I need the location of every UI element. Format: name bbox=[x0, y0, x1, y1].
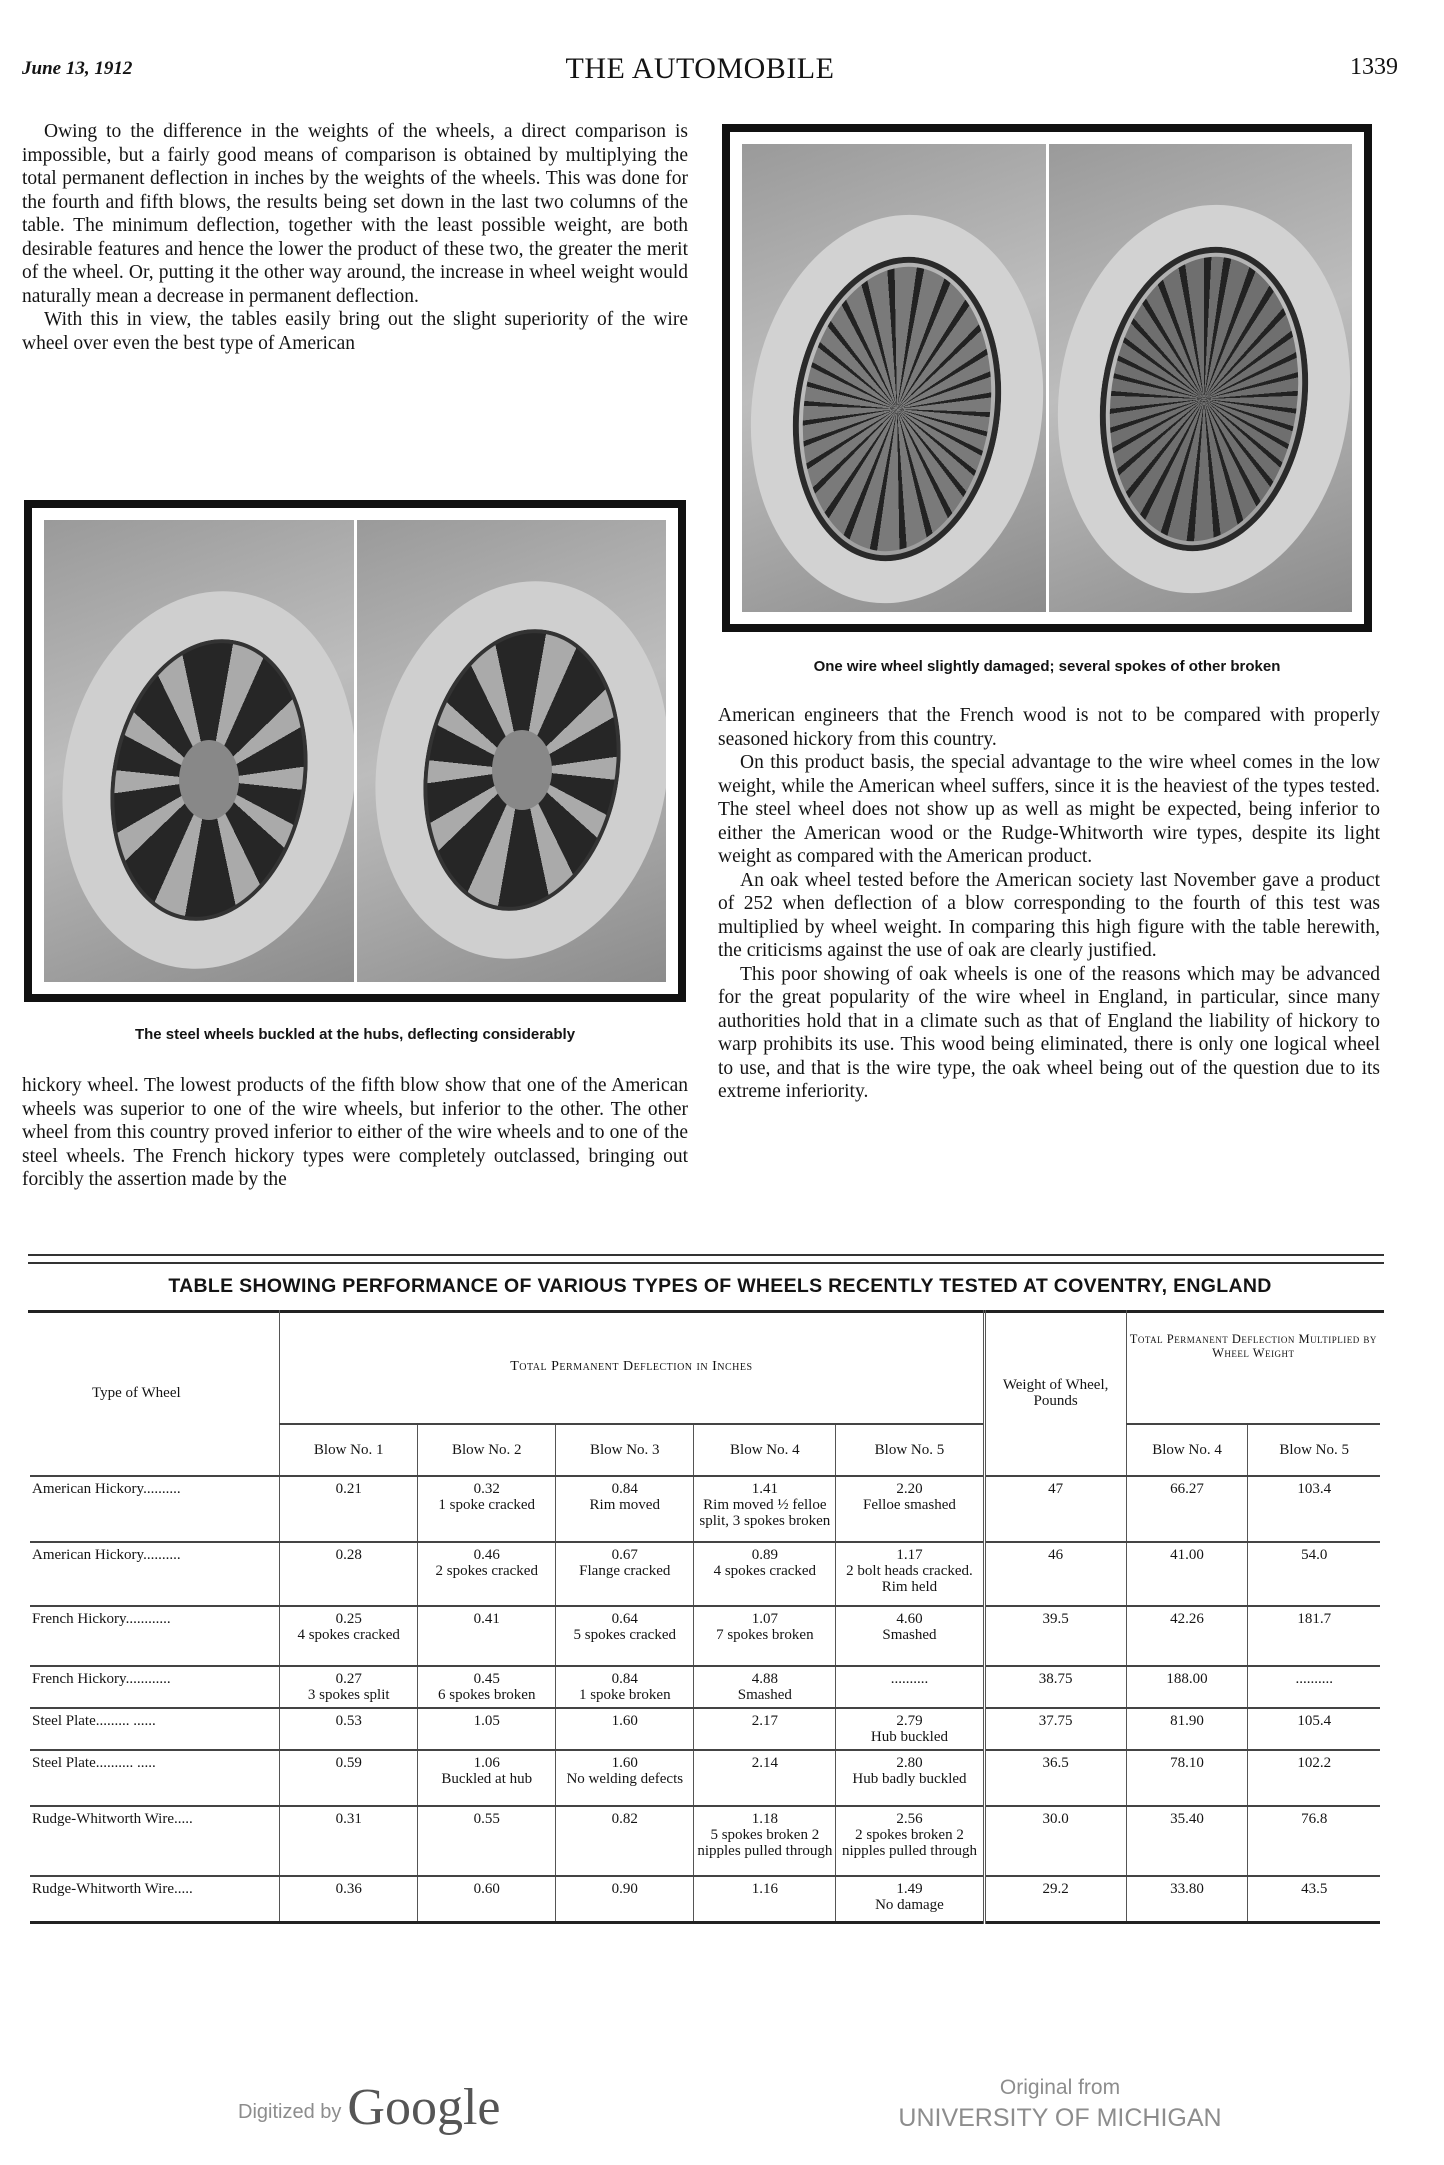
deflection-value: 0.25 bbox=[335, 1611, 362, 1627]
deflection-value: 1.18 bbox=[751, 1811, 778, 1827]
product-blow-5-cell: 54.0 bbox=[1248, 1542, 1380, 1606]
blow-2-cell bbox=[418, 1708, 556, 1750]
blow-3-cell bbox=[556, 1806, 694, 1876]
google-logo: Google bbox=[347, 2079, 501, 2136]
damage-note: Hub buckled bbox=[870, 1729, 948, 1745]
deflection-value: 0.89 bbox=[751, 1547, 778, 1563]
deflection-value: 4.88 bbox=[751, 1671, 778, 1687]
blow-2-cell bbox=[418, 1666, 556, 1708]
weight-cell: 39.5 bbox=[984, 1606, 1126, 1666]
paragraph: On this product basis, the special advantage to the wire wheel comes in the low weight, while the American wheel suffers, since it is the heaviest of the types tested. The steel wheel does not show up as well as might be expected, being inferior to either the American wood or the Rudge-Whitworth wire types, despite its light weight as compared with the American product. bbox=[718, 752, 1380, 867]
deflection-value: 2.17 bbox=[751, 1713, 778, 1729]
deflection-value: 4.60 bbox=[896, 1611, 923, 1627]
damage-note: 4 spokes cracked bbox=[713, 1563, 817, 1579]
wheel-type-label: American Hickory.......... bbox=[32, 1481, 181, 1497]
steel-wheel-image-right bbox=[357, 520, 667, 982]
blow-2-cell bbox=[418, 1606, 556, 1666]
blow-3-cell bbox=[556, 1476, 694, 1542]
col-header-type: Type of Wheel bbox=[92, 1384, 181, 1401]
damage-note: 5 spokes cracked bbox=[573, 1627, 676, 1643]
deflection-value: 0.67 bbox=[611, 1547, 638, 1563]
damage-note: Smashed bbox=[882, 1627, 937, 1643]
product-blow-5-cell: 181.7 bbox=[1248, 1606, 1380, 1666]
table-row bbox=[30, 1806, 1380, 1876]
col-header-blow-1: Blow No. 1 bbox=[280, 1424, 418, 1476]
deflection-value: 0.60 bbox=[473, 1881, 500, 1897]
deflection-value: 0.31 bbox=[335, 1811, 362, 1827]
table-row bbox=[30, 1750, 1380, 1806]
col-header-blow-2: Blow No. 2 bbox=[418, 1424, 556, 1476]
wire-wheels-photo bbox=[722, 124, 1372, 632]
damage-note: 2 bolt heads cracked. Rim held bbox=[846, 1563, 973, 1595]
deflection-value: 0.82 bbox=[611, 1811, 638, 1827]
col-header-blow-5: Blow No. 5 bbox=[836, 1424, 984, 1476]
deflection-value: 0.46 bbox=[473, 1547, 500, 1563]
blow-2-cell bbox=[418, 1876, 556, 1922]
product-blow-4-cell: 41.00 bbox=[1126, 1542, 1248, 1606]
damage-note: Flange cracked bbox=[579, 1563, 671, 1579]
blow-4-cell bbox=[694, 1542, 836, 1606]
wheel-type-cell bbox=[30, 1476, 280, 1542]
product-blow-5-cell: 103.4 bbox=[1248, 1476, 1380, 1542]
blow-5-cell bbox=[836, 1606, 984, 1666]
product-blow-4-cell: 81.90 bbox=[1126, 1708, 1248, 1750]
col-header-weight: Weight of Wheel, Pounds bbox=[984, 1310, 1126, 1476]
damage-note: 1 spoke cracked bbox=[438, 1497, 536, 1513]
paragraph: Owing to the difference in the weights of the wheels, a direct comparison is impossible, but a fairly good means of comparison is obtained by multiplying the total permanent deflection in inches by the weights of the wheels. This was done for the fourth and fifth blows, the results being set down in the last two columns of the table. The minimum deflection, together with the least possible weight, are both desirable features and hence the lower the product of these two, the greater the merit of the wheel. Or, putting it the other way around, the increase in wheel weight would naturally mean a decrease in permanent deflection. bbox=[22, 121, 688, 307]
deflection-value: 0.84 bbox=[611, 1671, 638, 1687]
deflection-value: 1.41 bbox=[751, 1481, 778, 1497]
damage-note: No welding defects bbox=[566, 1771, 684, 1787]
deflection-value: 2.56 bbox=[896, 1811, 923, 1827]
blow-5-cell bbox=[836, 1476, 984, 1542]
blow-5-cell bbox=[836, 1876, 984, 1922]
blow-4-cell bbox=[694, 1606, 836, 1666]
deflection-value: 0.32 bbox=[473, 1481, 500, 1497]
wheel-type-label: Steel Plate......... ...... bbox=[32, 1713, 156, 1729]
blow-4-cell bbox=[694, 1750, 836, 1806]
blow-1-cell bbox=[280, 1750, 418, 1806]
publication-title: THE AUTOMOBILE bbox=[565, 52, 835, 85]
deflection-value: 0.27 bbox=[335, 1671, 362, 1687]
paragraph: With this in view, the tables easily bring out the slight superiority of the wire wheel over even the best type of American bbox=[22, 309, 688, 354]
institution-name: UNIVERSITY OF MICHIGAN bbox=[898, 2104, 1222, 2132]
product-blow-4-cell: 33.80 bbox=[1126, 1876, 1248, 1922]
original-source bbox=[880, 2076, 1240, 2133]
wheel-type-label: French Hickory............ bbox=[32, 1671, 171, 1687]
blow-2-cell bbox=[418, 1476, 556, 1542]
weight-cell: 30.0 bbox=[984, 1806, 1126, 1876]
blow-4-cell bbox=[694, 1666, 836, 1708]
weight-cell: 36.5 bbox=[984, 1750, 1126, 1806]
col-group-product: Total Permanent Deflection Multiplied by Wheel Weight bbox=[1126, 1310, 1380, 1424]
damage-note: Rim moved ½ felloe split, 3 spokes broken bbox=[699, 1497, 831, 1529]
weight-cell: 38.75 bbox=[984, 1666, 1126, 1708]
deflection-value: 2.79 bbox=[896, 1713, 923, 1729]
paragraph: An oak wheel tested before the American society last November gave a product of 252 when deflection of a blow corresponding to the fourth of this test was multiplied by wheel weight. In comparing this high figure with the table herewith, the criticisms against the use of oak are clearly justified. bbox=[718, 869, 1380, 961]
weight-cell: 29.2 bbox=[984, 1876, 1126, 1922]
table-title: TABLE SHOWING PERFORMANCE OF VARIOUS TYPES OF WHEELS RECENTLY TESTED AT COVENTRY, ENGLAND bbox=[168, 1275, 1272, 1297]
blow-5-cell bbox=[836, 1708, 984, 1750]
wheel-type-label: French Hickory............ bbox=[32, 1611, 171, 1627]
blow-3-cell bbox=[556, 1708, 694, 1750]
damage-note: 3 spokes split bbox=[307, 1687, 390, 1703]
steel-wheels-caption: The steel wheels buckled at the hubs, deflecting considerably bbox=[134, 1026, 576, 1043]
wheel-type-cell bbox=[30, 1876, 280, 1922]
table-row bbox=[30, 1708, 1380, 1750]
deflection-value: 0.21 bbox=[335, 1481, 362, 1497]
product-blow-5-cell: 102.2 bbox=[1248, 1750, 1380, 1806]
damage-note: Felloe smashed bbox=[863, 1497, 956, 1513]
damage-note: Buckled at hub bbox=[441, 1771, 533, 1787]
table-row bbox=[30, 1476, 1380, 1542]
damage-note: Hub badly buckled bbox=[852, 1771, 967, 1787]
paragraph: American engineers that the French wood is not to be compared with properly seasoned hickory from this country. bbox=[718, 705, 1380, 750]
blow-1-cell bbox=[280, 1606, 418, 1666]
deflection-value: 0.53 bbox=[335, 1713, 362, 1729]
left-column-bottom-text bbox=[22, 1074, 688, 1192]
wheel-type-label: Steel Plate.......... ..... bbox=[32, 1755, 156, 1771]
deflection-value: 0.90 bbox=[611, 1881, 638, 1897]
blow-1-cell bbox=[280, 1876, 418, 1922]
deflection-value: .......... bbox=[890, 1671, 929, 1687]
damage-note: 2 spokes broken 2 nipples pulled through bbox=[841, 1827, 977, 1859]
page-header bbox=[0, 52, 1444, 92]
wheel-type-cell bbox=[30, 1708, 280, 1750]
blow-4-cell bbox=[694, 1876, 836, 1922]
product-blow-4-cell: 42.26 bbox=[1126, 1606, 1248, 1666]
original-from-label: Original from bbox=[999, 2076, 1121, 2099]
product-blow-4-cell: 35.40 bbox=[1126, 1806, 1248, 1876]
deflection-value: 1.05 bbox=[473, 1713, 500, 1729]
steel-wheels-photo bbox=[24, 500, 686, 1002]
blow-2-cell bbox=[418, 1542, 556, 1606]
divider bbox=[28, 1262, 1384, 1264]
deflection-value: 1.49 bbox=[896, 1881, 923, 1897]
blow-3-cell bbox=[556, 1750, 694, 1806]
deflection-value: 0.55 bbox=[473, 1811, 500, 1827]
paragraph: hickory wheel. The lowest products of the fifth blow show that one of the American wheels was superior to one of the wire wheels, but inferior to the other. The other wheel from this country proved inferior to either of the wire wheels and to one of the steel wheels. The French hickory types were completely outclassed, bringing out forcibly the assertion made by the bbox=[22, 1075, 688, 1190]
deflection-value: 1.16 bbox=[751, 1881, 778, 1897]
blow-5-cell bbox=[836, 1806, 984, 1876]
col-header-product-blow-5: Blow No. 5 bbox=[1248, 1424, 1380, 1476]
wheel-type-label: Rudge-Whitworth Wire..... bbox=[32, 1811, 193, 1827]
blow-5-cell bbox=[836, 1750, 984, 1806]
wheel-type-cell bbox=[30, 1542, 280, 1606]
table-row bbox=[30, 1876, 1380, 1922]
deflection-value: 0.64 bbox=[611, 1611, 638, 1627]
product-blow-5-cell: 76.8 bbox=[1248, 1806, 1380, 1876]
deflection-value: 1.60 bbox=[611, 1713, 638, 1729]
blow-1-cell bbox=[280, 1806, 418, 1876]
blow-2-cell bbox=[418, 1806, 556, 1876]
damage-note: 1 spoke broken bbox=[578, 1687, 671, 1703]
deflection-value: 0.36 bbox=[335, 1881, 362, 1897]
deflection-value: 2.80 bbox=[896, 1755, 923, 1771]
blow-3-cell bbox=[556, 1876, 694, 1922]
wheel-type-cell bbox=[30, 1806, 280, 1876]
blow-3-cell bbox=[556, 1666, 694, 1708]
table-row bbox=[30, 1666, 1380, 1708]
wire-wheel-image-right bbox=[1049, 144, 1353, 612]
damage-note: 7 spokes broken bbox=[716, 1627, 814, 1643]
issue-date: June 13, 1912 bbox=[22, 58, 133, 79]
product-blow-5-cell: 105.4 bbox=[1248, 1708, 1380, 1750]
paragraph: This poor showing of oak wheels is one of the reasons which may be advanced for the great popularity of the wire wheel in England, in particular, since many authorities hold that in a climate such as that of England the liability of hickory to warp prohibits its use. This wood being eliminated, there is only one logical wheel to use, and that is the wire type, the oak wheel being out of the question due to its extreme inferiority. bbox=[718, 963, 1380, 1102]
blow-1-cell bbox=[280, 1476, 418, 1542]
damage-note: No damage bbox=[875, 1897, 944, 1913]
damage-note: Smashed bbox=[737, 1687, 792, 1703]
deflection-value: 1.17 bbox=[896, 1547, 923, 1563]
blow-1-cell bbox=[280, 1708, 418, 1750]
product-blow-4-cell: 66.27 bbox=[1126, 1476, 1248, 1542]
deflection-value: 1.60 bbox=[611, 1755, 638, 1771]
weight-cell: 47 bbox=[984, 1476, 1126, 1542]
col-header-product-blow-4: Blow No. 4 bbox=[1126, 1424, 1248, 1476]
blow-1-cell bbox=[280, 1666, 418, 1708]
wire-wheel-image-left bbox=[742, 144, 1046, 612]
col-header-blow-4: Blow No. 4 bbox=[694, 1424, 836, 1476]
deflection-value: 0.28 bbox=[335, 1547, 362, 1563]
deflection-value: 2.20 bbox=[896, 1481, 923, 1497]
deflection-value: 0.45 bbox=[473, 1671, 500, 1687]
blow-5-cell bbox=[836, 1542, 984, 1606]
product-blow-4-cell: 188.00 bbox=[1126, 1666, 1248, 1708]
deflection-value: 1.07 bbox=[751, 1611, 778, 1627]
col-header-blow-3: Blow No. 3 bbox=[556, 1424, 694, 1476]
blow-4-cell bbox=[694, 1806, 836, 1876]
product-blow-5-cell: 43.5 bbox=[1248, 1876, 1380, 1922]
deflection-value: 2.14 bbox=[751, 1755, 778, 1771]
col-group-deflection: Total Permanent Deflection in Inches bbox=[280, 1310, 984, 1424]
digitized-by-google bbox=[238, 2078, 500, 2137]
wheel-type-cell bbox=[30, 1606, 280, 1666]
weight-cell: 37.75 bbox=[984, 1708, 1126, 1750]
deflection-value: 0.41 bbox=[473, 1611, 500, 1627]
product-blow-4-cell: 78.10 bbox=[1126, 1750, 1248, 1806]
right-column-text bbox=[718, 704, 1380, 1104]
blow-2-cell bbox=[418, 1750, 556, 1806]
blow-4-cell bbox=[694, 1476, 836, 1542]
damage-note: 6 spokes broken bbox=[437, 1687, 536, 1703]
wheel-type-cell bbox=[30, 1666, 280, 1708]
blow-3-cell bbox=[556, 1606, 694, 1666]
deflection-value: 0.84 bbox=[611, 1481, 638, 1497]
wheel-type-label: American Hickory.......... bbox=[32, 1547, 181, 1563]
wheel-performance-table bbox=[30, 1310, 1380, 1924]
deflection-value: 0.59 bbox=[335, 1755, 362, 1771]
damage-note: Rim moved bbox=[589, 1497, 660, 1513]
blow-4-cell bbox=[694, 1708, 836, 1750]
damage-note: 4 spokes cracked bbox=[297, 1627, 400, 1643]
weight-cell: 46 bbox=[984, 1542, 1126, 1606]
page-number: 1339 bbox=[1350, 54, 1398, 80]
left-column-top-text bbox=[22, 120, 688, 355]
steel-wheel-image-left bbox=[44, 520, 354, 982]
table-row bbox=[30, 1606, 1380, 1666]
blow-1-cell bbox=[280, 1542, 418, 1606]
blow-5-cell bbox=[836, 1666, 984, 1708]
blow-3-cell bbox=[556, 1542, 694, 1606]
damage-note: 5 spokes broken 2 nipples pulled through bbox=[697, 1827, 833, 1859]
wire-wheels-caption: One wire wheel slightly damaged; several spokes of other broken bbox=[813, 658, 1281, 675]
deflection-value: 1.06 bbox=[473, 1755, 500, 1771]
damage-note: 2 spokes cracked bbox=[435, 1563, 538, 1579]
digitized-by-label: Digitized by bbox=[238, 2101, 342, 2123]
wheel-type-cell bbox=[30, 1750, 280, 1806]
product-blow-5-cell: .......... bbox=[1248, 1666, 1380, 1708]
divider bbox=[28, 1254, 1384, 1256]
wheel-type-label: Rudge-Whitworth Wire..... bbox=[32, 1881, 193, 1897]
table-row bbox=[30, 1542, 1380, 1606]
